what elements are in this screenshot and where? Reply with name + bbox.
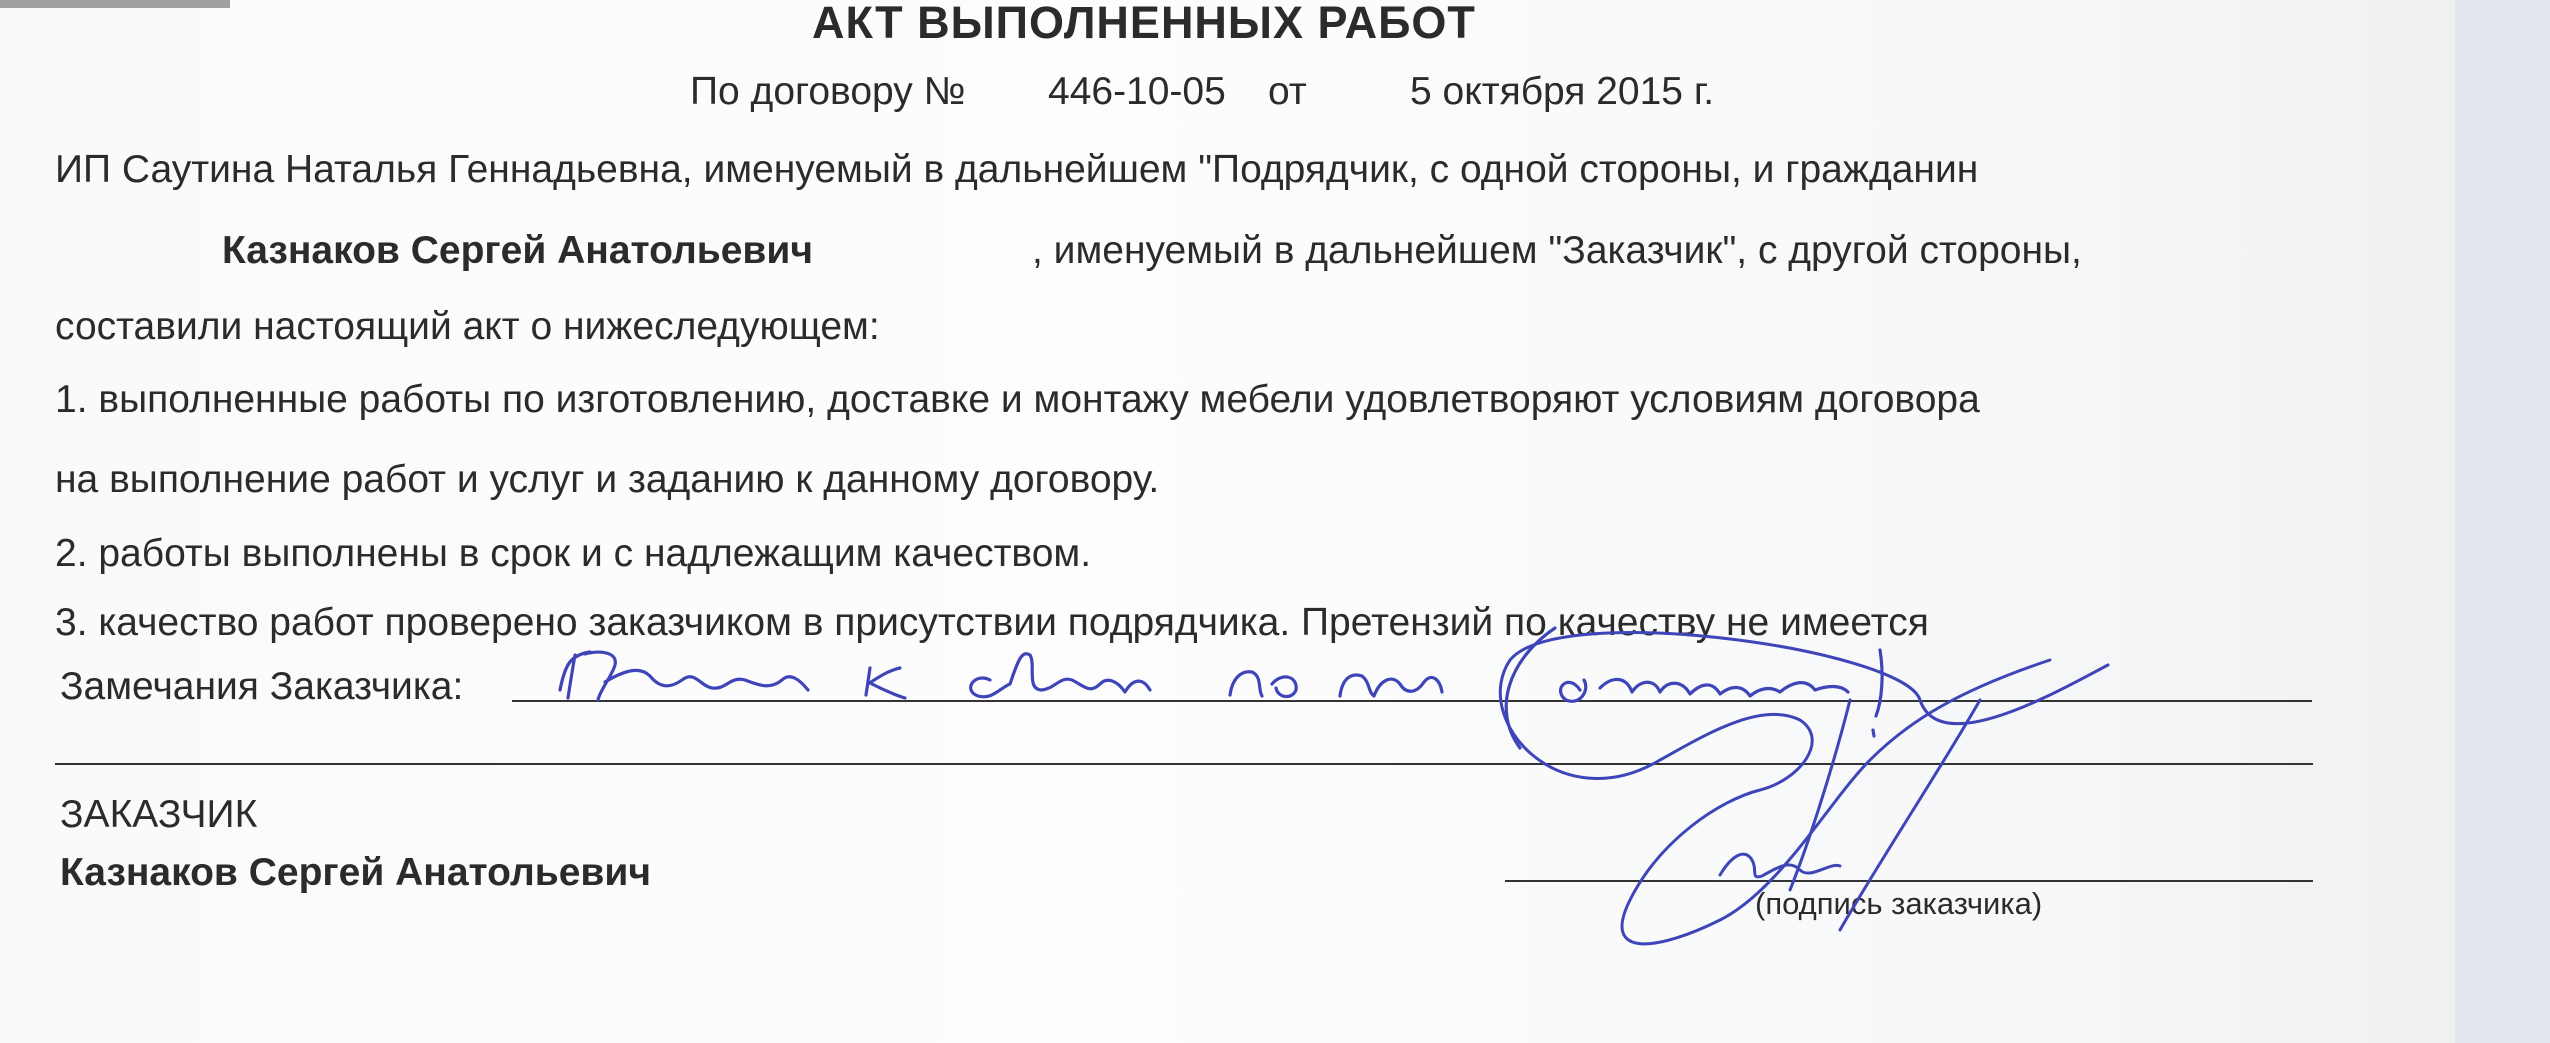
contract-number: 446-10-05 [1048, 70, 1226, 113]
party-line-2: , именуемый в дальнейшем "Заказчик", с другой стороны, [1032, 229, 2082, 272]
contract-from: от [1268, 70, 1307, 113]
remarks-label: Замечания Заказчика: [60, 665, 464, 708]
torn-edge-mark [0, 0, 230, 8]
remarks-line-1 [512, 700, 2312, 702]
item-1-line-1: 1. выполненные работы по изготовлению, доставке и монтажу мебели удовлетворяют условиям договора [55, 378, 1980, 421]
background-margin [2455, 0, 2550, 1043]
remarks-line-2 [55, 763, 2313, 765]
party-line-3: составили настоящий акт о нижеследующем: [55, 305, 880, 348]
contract-date: 5 октября 2015 г. [1410, 70, 1715, 113]
item-3: 3. качество работ проверено заказчиком в присутствии подрядчика. Претензий по качеству не имеется [55, 601, 1929, 644]
item-1-line-2: на выполнение работ и услуг и заданию к данному договору. [55, 458, 1160, 501]
item-2: 2. работы выполнены в срок и с надлежащим качеством. [55, 532, 1092, 575]
customer-name: Казнаков Сергей Анатольевич [222, 229, 814, 272]
contract-prefix: По договору № [690, 70, 966, 113]
signatory-name: Казнаков Сергей Анатольевич [60, 851, 652, 894]
party-line-1: ИП Саутина Наталья Геннадьевна, именуемый в дальнейшем "Подрядчик, с одной стороны, и гражданин [55, 148, 1979, 191]
signature-line [1505, 880, 2313, 882]
signatory-role: ЗАКАЗЧИК [60, 793, 258, 836]
document-title: АКТ ВЫПОЛНЕННЫХ РАБОТ [812, 0, 1476, 48]
signature-caption: (подпись заказчика) [1755, 886, 2043, 921]
